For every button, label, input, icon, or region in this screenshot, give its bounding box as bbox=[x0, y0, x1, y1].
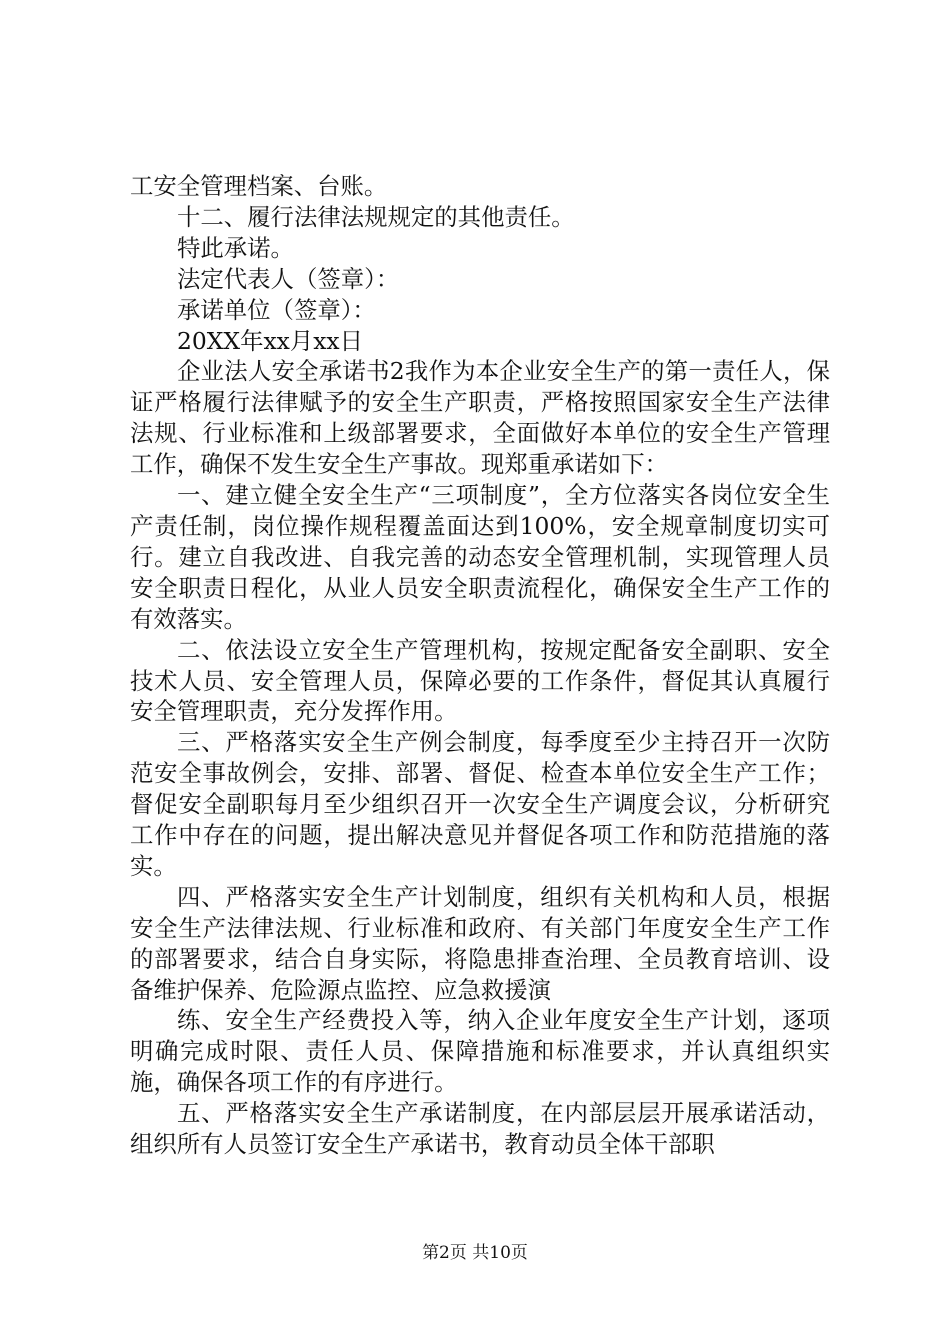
paragraph: 三、严格落实安全生产例会制度，每季度至少主持召开一次防范安全事故例会，安排、部署、督促、检查本单位安全生产工作；督促安全副职每月至少组织召开一次安全生产调度会议，分析研究工作中存在的问题，提出解决意见并督促各项工作和防范措施的落实。 bbox=[130, 728, 830, 880]
paragraph: 练、安全生产经费投入等，纳入企业年度安全生产计划，逐项明确完成时限、责任人员、保障措施和标准要求，并认真组织实施，确保各项工作的有序进行。 bbox=[130, 1006, 830, 1097]
paragraph: 工安全管理档案、台账。 bbox=[130, 172, 388, 200]
date-line: 20XX年xx月xx日 bbox=[177, 326, 364, 355]
page-number-footer: 第2页 共10页 bbox=[422, 1243, 528, 1263]
paragraph: 二、依法设立安全生产管理机构，按规定配备安全副职、安全技术人员、安全管理人员，保障必要的工作条件，督促其认真履行安全管理职责，充分发挥作用。 bbox=[130, 635, 830, 726]
signature-line-committing-unit: 承诺单位（签章）： bbox=[177, 295, 376, 324]
signature-line-legal-representative: 法定代表人（签章）： bbox=[177, 264, 400, 293]
paragraph: 企业法人安全承诺书2我作为本企业安全生产的第一责任人，保证严格履行法律赋予的安全生产职责，严格按照国家安全生产法律法规、行业标准和上级部署要求，全面做好本单位的安全生产管理工作，确保不发生安全生产事故。现郑重承诺如下： bbox=[130, 357, 830, 479]
paragraph: 四、严格落实安全生产计划制度，组织有关机构和人员，根据安全生产法律法规、行业标准和政府、有关部门年度安全生产工作的部署要求，结合自身实际，将隐患排查治理、全员教育培训、设备维护保养、危险源点监控、应急救援演 bbox=[130, 882, 830, 1004]
paragraph: 特此承诺。 bbox=[177, 233, 294, 262]
paragraph: 十二、履行法律法规规定的其他责任。 bbox=[177, 202, 575, 231]
paragraph: 五、严格落实安全生产承诺制度，在内部层层开展承诺活动，组织所有人员签订安全生产承诺书，教育动员全体干部职 bbox=[130, 1099, 830, 1159]
document-body bbox=[130, 171, 830, 1160]
paragraph: 一、建立健全安全生产“三项制度”，全方位落实各岗位安全生产责任制，岗位操作规程覆盖面达到100%，安全规章制度切实可行。建立自我改进、自我完善的动态安全管理机制，实现管理人员安全职责日程化，从业人员安全职责流程化，确保安全生产工作的有效落实。 bbox=[130, 481, 830, 633]
